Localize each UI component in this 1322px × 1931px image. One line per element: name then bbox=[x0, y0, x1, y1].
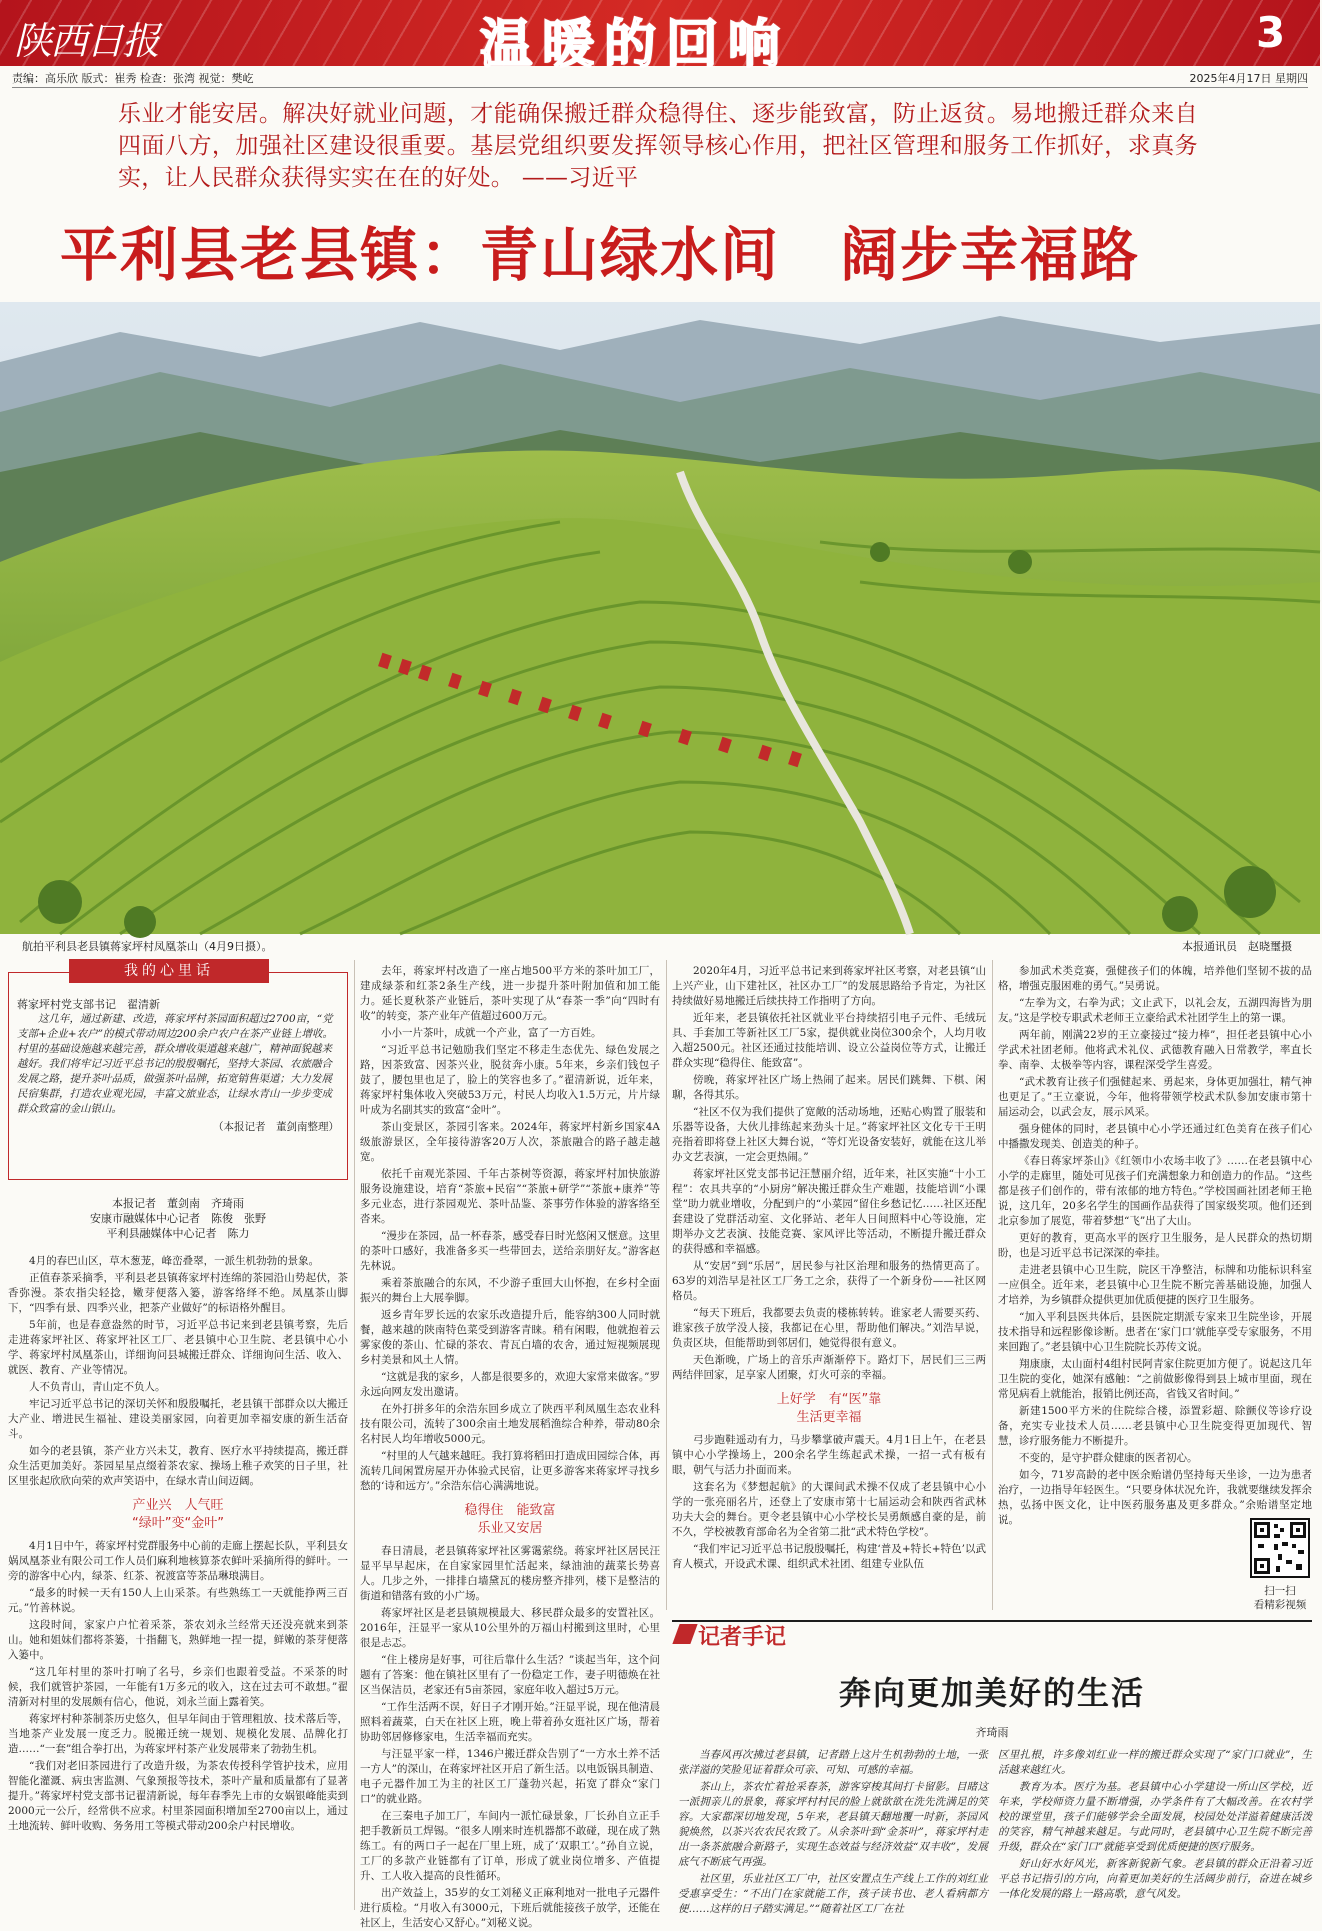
paragraph: 2020年4月，习近平总书记来到蒋家坪社区考察，对老县镇“山上兴产业，山下建社区，社区办工厂”的发展思路给予肯定，为社区持续做好易地搬迁后续扶持工作指明了方向。 bbox=[672, 965, 986, 1007]
subhead-line: 上好学 有“医”靠 bbox=[776, 1392, 882, 1407]
paragraph: 两年前，刚满22岁的王立豪接过“接力棒”，担任老县镇中心小学武术社团老师。他将武术礼仪、武德教育融入日常教学，率直长拳、南拳、太极拳等内容，课程深受学生喜爱。 bbox=[998, 1029, 1312, 1071]
journal-author: 齐琦雨 bbox=[975, 1726, 1009, 1739]
paragraph: 参加武术类竞赛，强健孩子们的体魄，培养他们坚韧不拔的品格，增强克服困难的勇气。”吴勇说。 bbox=[998, 965, 1312, 992]
paragraph: 4月的春巴山区，草木葱茏，峰峦叠翠，一派生机勃勃的景象。 bbox=[29, 1255, 320, 1267]
qr-code-icon[interactable] bbox=[1250, 1518, 1310, 1578]
paragraph: 牢记习近平总书记的深切关怀和殷殷嘱托，老县镇干部群众以大搬迁大产业、增进民生福祉、建设美丽家园，向着更加幸福安康的新生活奋斗。 bbox=[8, 1398, 348, 1440]
paragraph: 这段时间，家家户户忙着采茶，茶农刘永兰经常天还没亮就来到茶山。她和姐妹们都将茶篓，十指翻飞，熟鲜地一捏一提，鲜嫩的茶芽便落入篓中。 bbox=[8, 1619, 348, 1661]
reporter-line: 安康市融媒体中心记者 陈俊 张野 bbox=[90, 1212, 266, 1225]
paragraph: 如今的老县镇，茶产业方兴未艾，教育、医疗水平持续提高，搬迁群众生活更加美好。茶园星星点缀着茶农家、操场上稚子欢笑的日子里，社区里张起欣欣向荣的欢声笑语中，在绿水青山间迈阔。 bbox=[8, 1445, 348, 1487]
subhead-line: 生活更幸福 bbox=[796, 1410, 862, 1425]
paragraph: “最多的时候一天有150人上山采茶。有些熟练工一天就能挣两三百元。”竹善林说。 bbox=[8, 1587, 348, 1614]
paragraph: 蒋家坪村种茶制茶历史悠久，但早年间由于管理粗放、技术落后等，当地茶产业发展一度乏力。脱搬迁统一规划、规模化发展、品牌化打造……“一套”组合拳打出，为蒋家坪村茶产业发展带来了勃勃生机。 bbox=[8, 1713, 348, 1755]
qr-label-line: 扫一扫 bbox=[1264, 1585, 1296, 1597]
reporter-line: 本报记者 董剑南 齐琦雨 bbox=[112, 1197, 244, 1210]
my-heart-words-box bbox=[8, 963, 348, 1180]
paragraph: 蒋家坪社区是老县镇规模最大、移民群众最多的安置社区。2016年，汪显平一家从10公里外的万福山村搬到这里时，心里很是忐忑。 bbox=[360, 1607, 660, 1649]
page-number: 3 bbox=[1256, 8, 1286, 57]
paragraph: “武术教育让孩子们强健起来、勇起来，身体更加强壮，精气神也更足了。”王立豪说，今年，他将带领学校武术队参加安康市第十届运动会，以武会友，展示风采。 bbox=[998, 1076, 1312, 1118]
paragraph: “村里的人气越来越旺。我打算将稻田打造成田园综合体，再流转几间闲置房屋开办体验式民宿，让更多游客来蒋家坪寻找乡愁的‘诗和远方’。”余浩东信心满满地说。 bbox=[360, 1450, 660, 1492]
paragraph: 在外打拼多年的余浩东回乡成立了陕西平利凤凰生态农业科技有限公司，流转了300余亩土地发展稻渔综合种养，带动80余名村民人均年增收5000元。 bbox=[360, 1403, 660, 1445]
paragraph: 正值春茶采摘季，平利县老县镇蒋家坪村连绵的茶园沿山势起伏，茶香弥漫。茶农指尖轻捻，嫩芽便落入篓，游客络绎不绝。凤凰茶山脚下，“四季有景、四季兴业，把茶产业做好”的标语格外醒目。 bbox=[8, 1272, 348, 1314]
paragraph: 与汪显平家一样，1346户搬迁群众告别了“一方水土养不活一方人”的深山，在蒋家坪社区开启了新生活。以电饭锅具制造、电子元器件加工为主的社区工厂蓬勃兴起，拓宽了群众“家门口”的就业路。 bbox=[360, 1748, 660, 1805]
paragraph: 走进老县镇中心卫生院，院区干净整洁，标牌和功能标识科室一应俱全。近年来，老县镇中心卫生院不断完善基础设施，加强人才培养，为乡镇群众提供更加优质便捷的医疗卫生服务。 bbox=[998, 1264, 1312, 1306]
editor-credits: 责编：高乐欣 版式：崔秀 检查：张湾 视觉：樊屹 bbox=[12, 72, 254, 85]
editor-line bbox=[12, 70, 1308, 86]
issue-date: 2025年4月17日 星期四 bbox=[1189, 72, 1308, 85]
article-column-3 bbox=[672, 964, 986, 1610]
newspaper-logo: 陕西日报 bbox=[14, 19, 159, 63]
paragraph: 春日清晨，老县镇蒋家坪社区雾霭萦绕。蒋家坪社区居民汪显平早早起床，在自家家园里忙活起来，绿油油的蔬菜长势喜人。几步之外，一排排白墙黛瓦的楼房整齐排列，楼下是整洁的街道和错落有致的小广场。 bbox=[360, 1545, 660, 1602]
paragraph: 出产效益上，35岁的女工刘秘义正麻利地对一批电子元器件进行质检。“月收入有3000元，下班后就能接孩子放学，还能在社区上，生活安心又舒心。”刘秘义说。 bbox=[360, 1887, 660, 1929]
qr-pattern bbox=[1252, 1520, 1308, 1576]
paragraph: 不变的，是守护群众健康的医者初心。 bbox=[1019, 1452, 1198, 1464]
masthead bbox=[0, 0, 1320, 75]
paragraph: 5年前，也是春意盎然的时节，习近平总书记来到老县镇考察，先后走进蒋家坪社区、蒋家坪社区工厂、老县镇中心卫生院、老县镇中心小学、蒋家坪村凤凰茶山，详细询问县城搬迁群众、详细询问生活、收入、就医、教育、产业等情况。 bbox=[8, 1319, 348, 1376]
qr-label bbox=[1238, 1584, 1322, 1612]
paragraph: 茶山上，茶农忙着抢采春茶，游客穿梭其间打卡留影。目睹这一派拥亲儿的景象，蒋家坪村村民的脸上就欲欲在洗先洗满足的笑容。大家都深切地发现，5年来，老县镇天翻地覆一时新，茶园风貌焕然，以茶兴农农民农致了。从余茶叶到“金茶叶”，蒋家坪村走出一条茶旅融合新路子，实现生态效益与经济效益“双丰收”，发展底气不断底气再强。 bbox=[678, 1781, 988, 1868]
paragraph: 人不负青山，青山定不负人。 bbox=[29, 1381, 166, 1393]
reporter-line: 平利县融媒体中心记者 陈力 bbox=[106, 1227, 250, 1240]
journal-column-2 bbox=[998, 1748, 1312, 1910]
paragraph: 蒋家坪社区党支部书记汪慧丽介绍，近年来，社区实施“十小工程”：农具共享的“小厨房”解决搬迁群众生产难题，技能培训“小课堂”助力就业增收，分配到户的“小菜园”留住乡愁记忆……社区还配套建设了党群活动室、文化驿站、老年人日间照料中心等设施，定期举办文艺表演、技能竞赛、家风评比等活动，不断提升搬迁群众的获得感和幸福感。 bbox=[672, 1168, 986, 1255]
photo-credit: 本报通讯员 赵晓璽摄 bbox=[1182, 940, 1292, 953]
article-column-4 bbox=[998, 964, 1312, 1580]
paragraph: “我们对老旧茶园进行了改造升级，为茶农传授科学管护技术，应用智能化灌溉、病虫害监测、气象预报等技术，茶叶产量和质量都有了显著提升。”蒋家坪村党支部书记翟清新说，每年春季先上市的女娲银峰能卖到2000元一公斤，经常供不应求。村里茶园面积增加至2700亩以上，通过土地流转、鲜叶收购、务务用工等模式带动200余户村民增收。 bbox=[8, 1760, 348, 1832]
section-subhead bbox=[8, 1497, 348, 1533]
section-subhead bbox=[672, 1391, 986, 1427]
journal-column-1 bbox=[678, 1748, 988, 1915]
paragraph: 更好的教育，更高水平的医疗卫生服务，是人民群众的热切期盼，也是习近平总书记深深的牵挂。 bbox=[998, 1232, 1312, 1259]
journal-mark-icon bbox=[672, 1624, 697, 1644]
journal-title: 奔向更加美好的生活 bbox=[838, 1674, 1145, 1712]
subhead-line: “绿叶”变“金叶” bbox=[132, 1516, 224, 1531]
paragraph: 这套名为《梦想起航》的大课间武术操不仅成了老县镇中心小学的一张亮丽名片，还登上了安康市第十七届运动会和陕西省武林功夫大会的舞台。更令老县镇中心小学校长吴勇颇感自豪的是，前不久，学校被教育部命名为全省第二批“武术特色学校”。 bbox=[672, 1481, 986, 1538]
paragraph: 茶山变景区，茶园引客来。2024年，蒋家坪村新乡国家4A级旅游景区，全年接待游客20万人次，茶旅融合的路子越走越宽。 bbox=[360, 1121, 660, 1163]
paragraph: “加入平利县医共体后，县医院定期派专家来卫生院坐诊，开展技术指导和远程影像诊断。患者在‘家门口’就能享受专家服务，不用来回跑了。”老县镇中心卫生院院长苏传文说。 bbox=[998, 1311, 1312, 1353]
paragraph: 依托千亩观光茶园、千年古茶树等资源，蒋家坪村加快旅游服务设施建设，培育“茶旅+民宿”“茶旅+研学”“茶旅+康养”等多元业态，进行茶园观光、茶叶品鉴、茶事劳作体验的游客络至沓来。 bbox=[360, 1168, 660, 1225]
paragraph: 翔康康，太山面村4组村民阿青家住院更加方便了。说起这几年卫生院的变化，她深有感触：“之前做影像得到县上城市里面，现在常见病看上就能治，报销比例还高，省钱又省时间。” bbox=[998, 1358, 1312, 1400]
heart-box-speaker: 蒋家坪村党支部书记 翟清新 bbox=[17, 998, 160, 1011]
paragraph: “这几年村里的茶叶打响了名号，乡亲们也跟着受益。不采茶的时候，我们就管护茶园，一年能有1万多元的收入，这在过去可不敢想。”翟清新对村里的发展颇有信心，他说，刘永兰面上露着笑。 bbox=[8, 1666, 348, 1708]
article-column-1 bbox=[8, 1254, 348, 1910]
paragraph: 强身健体的同时，老县镇中心小学还通过红色美育在孩子们心中播撒发现美、创造美的种子。 bbox=[998, 1123, 1312, 1150]
top-rule bbox=[12, 87, 1308, 88]
leader-quote: 乐业才能安居。解决好就业问题，才能确保搬迁群众稳得住、逐步能致富，防止返贫。易地搬迁群众来自四面八方，加强社区建设很重要。基层党组织要发挥领导核心作用，把社区管理和服务工作抓好，求真务实，让人民群众获得实实在在的好处。 ——习近平 bbox=[118, 101, 1198, 191]
paragraph: 如今，71岁高龄的老中医余贻谱仍坚持每天坐诊，一边为患者治疗，一边指导年轻医生。“只要身体状况允许，我就要继续发挥余热，弘扬中医文化，让中医药服务惠及更多群众。”余贻谱坚定地说。 bbox=[998, 1469, 1312, 1526]
aerial-tea-garden-photo bbox=[0, 302, 1320, 934]
paragraph: 好山好水好风光，新客新貌新气象。老县镇的群众正沿着习近平总书记指引的方向，向着更加美好的生活阔步前行，奋进在城乡一体化发展的路上一路高歌，意气风发。 bbox=[998, 1858, 1312, 1900]
paragraph: 天色渐晚，广场上的音乐声渐渐停下。路灯下，居民们三三两两结伴回家，足享家人团聚，灯火可亲的幸福。 bbox=[672, 1354, 986, 1381]
tea-mountain-illustration bbox=[0, 302, 1320, 934]
qr-label-line: 看精彩视频 bbox=[1253, 1599, 1307, 1611]
paragraph: 在三秦电子加工厂，车间内一派忙碌景象，厂长孙自立正手把手教新员工焊锡。“很多人刚来时连机器都不敢碰，现在成了熟练工。有的两口子一起在厂里上班，成了‘双职工’。”孙自立说，工厂的多款产业链都有了订单，形成了就业岗位增多、产值提升、工人收入提高的良性循环。 bbox=[360, 1810, 660, 1882]
paragraph: 新建1500平方米的住院综合楼，添置彩超、除颤仪等诊疗设备，充实专业技术人员……老县镇中心卫生院变得更加现代、智慧，诊疗服务能力不断提升。 bbox=[998, 1405, 1312, 1447]
paragraph: “社区不仅为我们提供了宽敞的活动场地，还贴心购置了服装和乐器等设备，大伙儿排练起来劲头十足。”蒋家坪社区文化专干王明亮指着即将登上社区大舞台说，“等灯光设备安装好，就能在这儿举办文艺表演，一定会更热闹。” bbox=[672, 1106, 986, 1163]
paragraph: 从“安居”到“乐居”，居民参与社区治理和服务的热情更高了。63岁的刘浩早是社区工厂务工之余，获得了一个新身份——社区网格员。 bbox=[672, 1260, 986, 1302]
column-divider bbox=[992, 960, 993, 1610]
paragraph: 教育为本。医疗为基。老县镇中心小学建设一所山区学校，近年来，学校师资力量不断增强，办学条件有了大幅改善。在农村学校的课堂里，孩子们能够学会全面发展，校园处处洋溢着健康活泼的笑容，精气神越来越足。与此同时，老县镇中心卫生院不断完善升级，群众在“家门口”就能享受到优质便捷的医疗服务。 bbox=[998, 1781, 1312, 1853]
paragraph: 当春风再次拂过老县镇，记者踏上这片生机勃勃的土地，一张张洋溢的笑脸见证着群众可亲、可知、可感的幸福。 bbox=[678, 1749, 988, 1776]
paragraph: 傍晚，蒋家坪社区广场上热闹了起来。居民们跳舞、下棋、闲聊，各得其乐。 bbox=[672, 1074, 986, 1101]
paragraph: 返乡青年罗长远的农家乐改造提升后，能容纳300人同时就餐，越来越的陕南特色菜受到游客青睐。稍有闲暇，他就抱着云雾家俊的茶山、忙碌的茶农、青瓦白墙的农舍，通过短视频展现乡村美景和风土人情。 bbox=[360, 1309, 660, 1366]
paragraph: 去年，蒋家坪村改造了一座占地500平方米的茶叶加工厂，建成绿茶和红茶2条生产线，进一步提升茶叶附加值和加工能力。延长夏秋茶产业链后，茶叶实现了从“春茶一季”向“四时有收”的转变，茶产业年产值超过600万元。 bbox=[360, 965, 660, 1022]
reporter-byline bbox=[8, 1196, 348, 1241]
paragraph: 近年来，老县镇依托社区就业平台持续招引电子元件、毛绒玩具、手套加工等新社区工厂5家，提供就业岗位300余个，人均月收入超2500元。社区还通过技能培训、设立公益岗位等方式，让搬迁群众实现“稳得住、能致富”。 bbox=[672, 1012, 986, 1069]
paragraph: 乘着茶旅融合的东风，不少游子重回大山怀抱，在乡村全面振兴的舞台上大展拳脚。 bbox=[360, 1277, 660, 1304]
headline: 平利县老县镇：青山绿水间 阔步幸福路 bbox=[60, 221, 1141, 289]
section-title: 温暖的回响 bbox=[480, 14, 791, 75]
column-divider bbox=[354, 960, 355, 1910]
paragraph: “我们牢记习近平总书记殷殷嘱托，构建‘普及+特长+特色’以武育人模式，开设武术课、组织武术社团、组建专业队伍 bbox=[672, 1543, 986, 1570]
photo-caption: 航拍平利县老县镇蒋家坪村凤凰茶山（4月9日摄）。 bbox=[22, 940, 273, 953]
article-column-2 bbox=[360, 964, 660, 1929]
subhead-line: 乐业又安居 bbox=[477, 1521, 543, 1536]
paragraph: 小小一片茶叶，成就一个产业，富了一方百姓。 bbox=[381, 1027, 602, 1039]
paragraph: “住上楼房是好事，可往后靠什么生活？”谈起当年，这个问题有了答案：他在镇社区里有了一份稳定工作，妻子明德焕在社区当保洁员，老家还有5亩茶园，家庭年收入超过5万元。 bbox=[360, 1654, 660, 1696]
paragraph: 《春日蒋家坪茶山》《红领巾小农场丰收了》……在老县镇中心小学的走廊里，随处可见孩子们充满想象力和创造力的作品。“这些都是孩子们创作的，带有浓郁的地方特色。”学校国画社团老师王艳说，这几年，20多名学生的国画作品获得了国家级奖项。他们还到北京参加了展览，带着梦想“飞”出了大山。 bbox=[998, 1155, 1312, 1227]
paragraph: “左拳为文，右拳为武；文止武下，以礼会友，五湖四海皆为朋友。”这是学校专职武术老师王立豪给武术社团学生上的第一课。 bbox=[998, 997, 1312, 1024]
subhead-line: 稳得住 能致富 bbox=[464, 1503, 556, 1518]
paragraph: 4月1日中午，蒋家坪村党群服务中心前的走廊上摆起长队，平利县女娲凤凰茶业有限公司工作人员们麻利地核算茶农鲜叶采摘所得的鲜叶。一旁的游客中心内，绿茶、红茶、祝渡富等茶品琳琅满目。 bbox=[8, 1540, 348, 1582]
paragraph: 区里扎根，许多像刘红业一样的搬迁群众实现了“家门口就业”，生活越来越红火。 bbox=[998, 1749, 1312, 1776]
paragraph: 社区里，乐业社区工厂中，社区安置点生产线上工作的刘红业受惠享受生：“不出门在家就能工作，孩子读书也、老人看病都方便……这样的日子踏实满足。”“随着社区工厂在社 bbox=[678, 1873, 988, 1915]
paragraph: “漫步在茶园，品一杯春茶，感受春日时光悠闲又惬意。这里的茶叶口感好，我准备多买一些带回去，送给亲朋好友。”游客赵先林说。 bbox=[360, 1230, 660, 1272]
heart-box-title: 我的心里话 bbox=[69, 959, 269, 983]
heart-box-text: 这几年，通过新建、改造，蒋家坪村茶园面积超过2700亩，“党支部+企业+农户”的模式带动周边200余户农户在茶产业链上增收。村里的基础设施越来越完善，群众增收渠道越来越广，精神面貌越来越好。我们将牢记习近平总书记的殷殷嘱托，坚持大茶园、农旅融合发展之路，提升茶叶品质，做强茶叶品牌，拓宽销售渠道；大力发展民宿集群，打造农业观光园，丰富文旅业态，让绿水青山一步步变成群众致富的金山银山。 bbox=[17, 1013, 334, 1115]
paragraph: 弓步跑鞋遥动有力，马步攀掌破声震天。4月1日上午，在老县镇中心小学操场上，200余名学生练起武术操，一招一式有板有眼，朝气与活力扑面而来。 bbox=[672, 1434, 986, 1476]
section-subhead bbox=[360, 1502, 660, 1538]
heart-box-signature: （本报记者 董剑南整理） bbox=[213, 1121, 339, 1133]
subhead-line: 产业兴 人气旺 bbox=[132, 1498, 224, 1513]
column-divider bbox=[666, 960, 667, 1610]
paragraph: “工作生活两不误，好日子才刚开始。”汪显平说，现在他清晨照料着蔬菜，白天在社区上班，晚上带着孙女逛社区广场，帮着协助邻居修修家电，生活幸福而充实。 bbox=[360, 1701, 660, 1743]
paragraph: “这就是我的家乡，人都是很要多的，欢迎大家常来做客。”罗永远向网友发出邀请。 bbox=[360, 1371, 660, 1398]
paragraph: “习近平总书记勉励我们坚定不移走生态优先、绿色发展之路，因茶致富、因茶兴业，脱贫奔小康。5年来，乡亲们钱包子鼓了，腰包里也足了，脸上的笑容也多了。”翟清新说，近年来，蒋家坪村集体收入突破53万元，村民人均收入1.5万元，片片绿叶成为名副其实的致富“金叶”。 bbox=[360, 1044, 660, 1116]
paragraph: “每天下班后，我都要去负责的楼栋转转。谁家老人需要买药、谁家孩子放学没人接，我都记在心里，帮助他们解决。”刘浩早说，负责区块，但能帮助到邻居们，她觉得很有意义。 bbox=[672, 1307, 986, 1349]
journal-label: 记者手记 bbox=[698, 1625, 787, 1650]
